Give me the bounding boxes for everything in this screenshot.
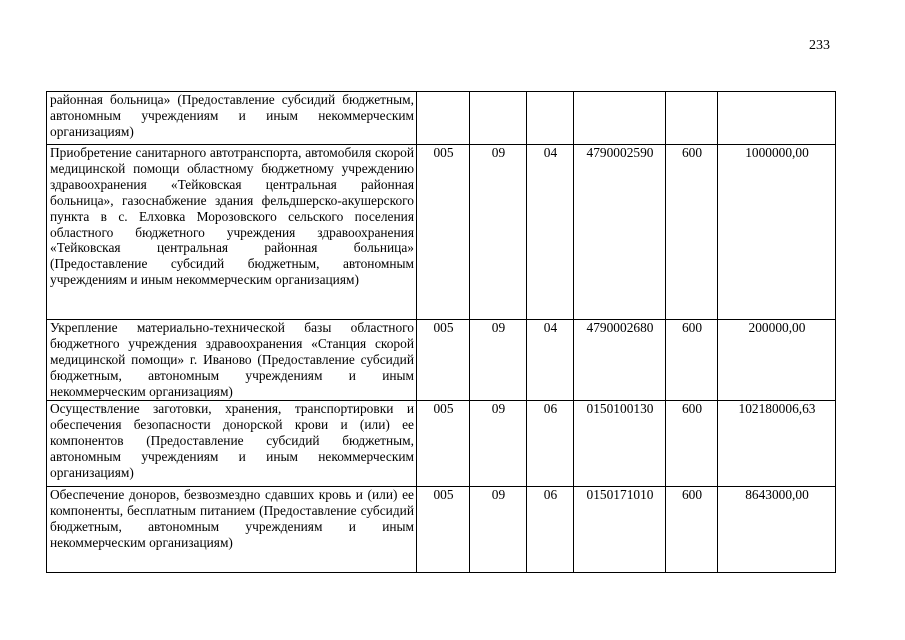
row-target-item-code: 0150100130 bbox=[574, 401, 666, 487]
row-ministry-code bbox=[417, 92, 470, 145]
row-target-item-code: 4790002680 bbox=[574, 320, 666, 401]
row-expense-type-code bbox=[666, 92, 718, 145]
row-description: Приобретение санитарного автотранспорта, автомобиля скорой медицинской помощи областному бюджетному учреждению здравоохранения «Тейковская центральная районная больница», газоснабжение здания фельдшерско-акушерского пункта в с. Елховка Морозовского сельского поселения областного бюджетного учреждения здравоохранения «Тейковская центральная районная больница» (Предоставление субсидий бюджетным, автономным учреждениям и иным некоммерческим организациям) bbox=[47, 145, 417, 320]
row-ministry-code: 005 bbox=[417, 401, 470, 487]
row-subsection-code: 06 bbox=[527, 401, 574, 487]
row-subsection-code: 06 bbox=[527, 487, 574, 573]
row-description: Обеспечение доноров, безвозмездно сдавших кровь и (или) ее компоненты, бесплатным питанием (Предоставление субсидий бюджетным, автономным учреждениям и иным некоммерческим организациям) bbox=[47, 487, 417, 573]
row-amount: 1000000,00 bbox=[718, 145, 836, 320]
row-subsection-code: 04 bbox=[527, 320, 574, 401]
row-section-code: 09 bbox=[470, 145, 527, 320]
page-number: 233 bbox=[809, 38, 830, 53]
row-subsection-code: 04 bbox=[527, 145, 574, 320]
row-section-code bbox=[470, 92, 527, 145]
row-ministry-code: 005 bbox=[417, 145, 470, 320]
row-expense-type-code: 600 bbox=[666, 145, 718, 320]
row-section-code: 09 bbox=[470, 401, 527, 487]
row-section-code: 09 bbox=[470, 487, 527, 573]
row-amount bbox=[718, 92, 836, 145]
table-row bbox=[47, 145, 836, 320]
row-description: Укрепление материально-технической базы областного бюджетного учреждения здравоохранения «Станция скорой медицинской помощи» г. Иваново (Предоставление субсидий бюджетным, автономным учреждениям и иным некоммерческим организациям) bbox=[47, 320, 417, 401]
row-target-item-code: 4790002590 bbox=[574, 145, 666, 320]
row-expense-type-code: 600 bbox=[666, 487, 718, 573]
row-description: районная больница» (Предоставление субсидий бюджетным, автономным учреждениям и иным некоммерческим организациям) bbox=[47, 92, 417, 145]
row-subsection-code bbox=[527, 92, 574, 145]
table-row bbox=[47, 487, 836, 573]
row-expense-type-code: 600 bbox=[666, 320, 718, 401]
row-target-item-code bbox=[574, 92, 666, 145]
table-row bbox=[47, 401, 836, 487]
budget-table bbox=[46, 91, 836, 573]
row-target-item-code: 0150171010 bbox=[574, 487, 666, 573]
row-expense-type-code: 600 bbox=[666, 401, 718, 487]
table-row bbox=[47, 320, 836, 401]
row-amount: 102180006,63 bbox=[718, 401, 836, 487]
table-row bbox=[47, 92, 836, 145]
row-description: Осуществление заготовки, хранения, транспортировки и обеспечения безопасности донорской крови и (или) ее компонентов (Предоставление субсидий бюджетным, автономным учреждениям и иным некоммерческим организациям) bbox=[47, 401, 417, 487]
row-amount: 8643000,00 bbox=[718, 487, 836, 573]
row-ministry-code: 005 bbox=[417, 487, 470, 573]
row-section-code: 09 bbox=[470, 320, 527, 401]
row-ministry-code: 005 bbox=[417, 320, 470, 401]
row-amount: 200000,00 bbox=[718, 320, 836, 401]
